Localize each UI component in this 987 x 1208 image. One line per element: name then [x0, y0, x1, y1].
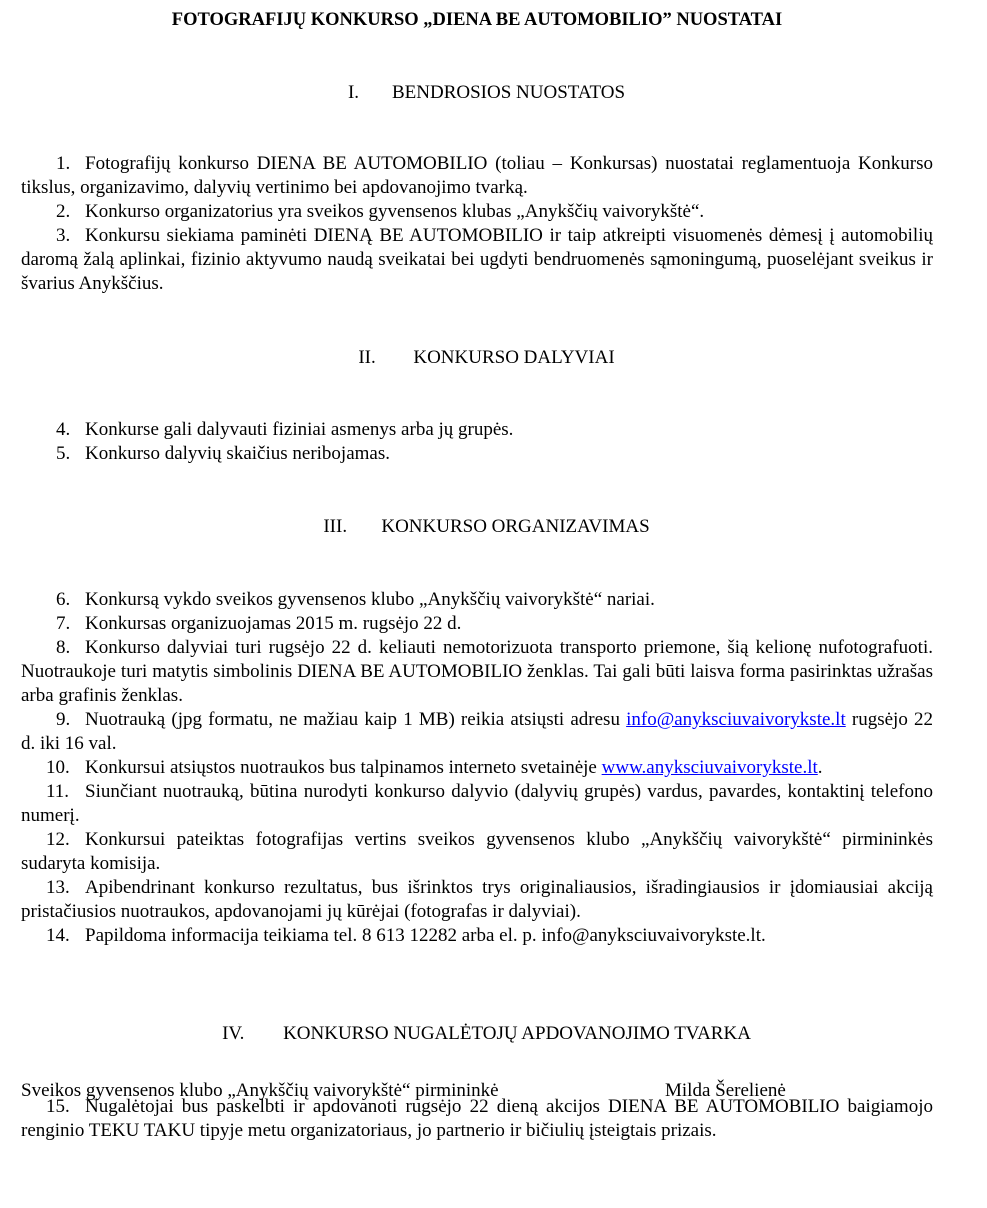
list-item	[21, 876, 933, 924]
item-number: 1.	[56, 153, 71, 174]
item-text: Siunčiant nuotrauką, būtina nurodyti konkurso dalyvio (dalyvių grupės) vardus, pavardes, kontaktinį telefono numerį.	[21, 781, 933, 826]
item-number: 9.	[56, 709, 71, 730]
section-title: BENDROSIOS NUOSTATOS	[391, 82, 626, 103]
item-text: Papildoma informacija teikiama tel. 8 613 12282 arba el. p. info@anyksciuvaivorykste.lt.	[85, 925, 766, 946]
item-number: 15.	[46, 1096, 70, 1117]
item-number: 6.	[56, 589, 71, 610]
section-heading-4	[21, 998, 933, 1070]
section-1-items	[21, 152, 933, 296]
list-item	[21, 442, 933, 466]
list-item	[21, 756, 933, 780]
section-heading-1	[21, 57, 933, 129]
document-title: FOTOGRAFIJŲ KONKURSO „DIENA BE AUTOMOBILIO” NUOSTATAI	[171, 10, 783, 30]
item-text: Konkursui pateiktas fotografijas vertins sveikos gyvensenos klubo „Anykščių vaivorykštė“ pirmininkės sudaryta komisija.	[21, 829, 933, 874]
website-link[interactable]: www.anyksciuvaivorykste.lt	[601, 757, 818, 778]
item-text: Konkursas organizuojamas 2015 m. rugsėjo 22 d.	[85, 613, 462, 634]
item-number: 10.	[46, 757, 70, 778]
section-heading-3	[21, 491, 933, 563]
document-page	[0, 8, 987, 1208]
list-item	[21, 828, 933, 876]
email-link[interactable]: info@anyksciuvaivorykste.lt	[626, 709, 846, 730]
section-number: IV.	[222, 1023, 245, 1044]
item-number: 5.	[56, 443, 71, 464]
item-number: 7.	[56, 613, 71, 634]
item-text: Konkurso organizatorius yra sveikos gyvensenos klubas „Anykščių vaivorykštė“.	[85, 201, 705, 222]
item-number: 14.	[46, 925, 70, 946]
item-text: Nugalėtojai bus paskelbti ir apdovanoti rugsėjo 22 dieną akcijos DIENA BE AUTOMOBILIO baigiamojo renginio TEKU TAKU tipyje metu organizatoriaus, jo partnerio ir bičiulių įsteigtais prizais.	[21, 1096, 933, 1141]
item-number: 12.	[46, 829, 70, 850]
list-item	[21, 224, 933, 296]
item-text: Konkursu siekiama paminėti DIENĄ BE AUTOMOBILIO ir taip atkreipti visuomenės dėmesį į automobilių daromą žalą aplinkai, fizinio aktyvumo naudą sveikatai bei ugdyti bendruomenės sąmoningumą, puoselėjant sveikus ir švarius Anykščius.	[21, 225, 933, 294]
item-number: 3.	[56, 225, 71, 246]
section-title: KONKURSO ORGANIZAVIMAS	[381, 516, 650, 537]
item-text: Nuotrauką (jpg formatu, ne mažiau kaip 1 MB) reikia atsiųsti adresu	[85, 709, 627, 730]
item-text: .	[817, 757, 823, 778]
section-heading-2	[21, 322, 933, 394]
section-title: KONKURSO DALYVIAI	[413, 347, 615, 368]
item-text: Konkursui atsiųstos nuotraukos bus talpinamos interneto svetainėje	[85, 757, 602, 778]
section-3-items	[21, 588, 933, 948]
item-number: 13.	[46, 877, 70, 898]
item-number: 8.	[56, 637, 71, 658]
list-item	[21, 636, 933, 708]
item-text: Konkursą vykdo sveikos gyvensenos klubo „Anykščių vaivorykštė“ nariai.	[85, 589, 655, 610]
signature-name: Milda Šerelienė	[665, 1080, 786, 1101]
section-2-items	[21, 418, 933, 466]
list-item	[21, 588, 933, 612]
item-number: 11.	[46, 781, 70, 802]
list-item	[21, 152, 933, 200]
signature-role: Sveikos gyvensenos klubo „Anykščių vaivorykštė“ pirmininkė	[21, 1080, 499, 1101]
section-number: I.	[347, 82, 360, 103]
list-item	[21, 708, 933, 756]
list-item	[21, 924, 933, 948]
item-text: Apibendrinant konkurso rezultatus, bus išrinktos trys originaliausios, išradingiausios ir įdomiausiai akciją pristačiusios nuotraukos, apdovanojami jų kūrėjai (fotografas ir dalyviai).	[21, 877, 933, 922]
item-number: 4.	[56, 419, 71, 440]
item-text: Konkurse gali dalyvauti fiziniai asmenys arba jų grupės.	[85, 419, 514, 440]
list-item	[21, 780, 933, 828]
list-item	[21, 418, 933, 442]
item-number: 2.	[56, 201, 71, 222]
item-text: rugsėjo 22 d. iki 16 val.	[21, 709, 934, 754]
section-number: III.	[323, 516, 348, 537]
section-number: II.	[358, 347, 376, 368]
item-text: Konkurso dalyviai turi rugsėjo 22 d. keliauti nemotorizuota transporto priemone, šią kelionę nufotografuoti. Nuotraukoje turi matytis simbolinis DIENA BE AUTOMOBILIO ženklas. Tai gali būti laisva forma pasirinktas užrašas arba grafinis ženklas.	[21, 637, 933, 706]
section-title: KONKURSO NUGALĖTOJŲ APDOVANOJIMO TVARKA	[283, 1023, 751, 1044]
list-item	[21, 200, 933, 224]
list-item	[21, 612, 933, 636]
item-text: Konkurso dalyvių skaičius neribojamas.	[85, 443, 391, 464]
item-text: Fotografijų konkurso DIENA BE AUTOMOBILIO (toliau – Konkursas) nuostatai reglamentuoja Konkurso tikslus, organizavimo, dalyvių vertinimo bei apdovanojimo tvarką.	[21, 153, 933, 198]
